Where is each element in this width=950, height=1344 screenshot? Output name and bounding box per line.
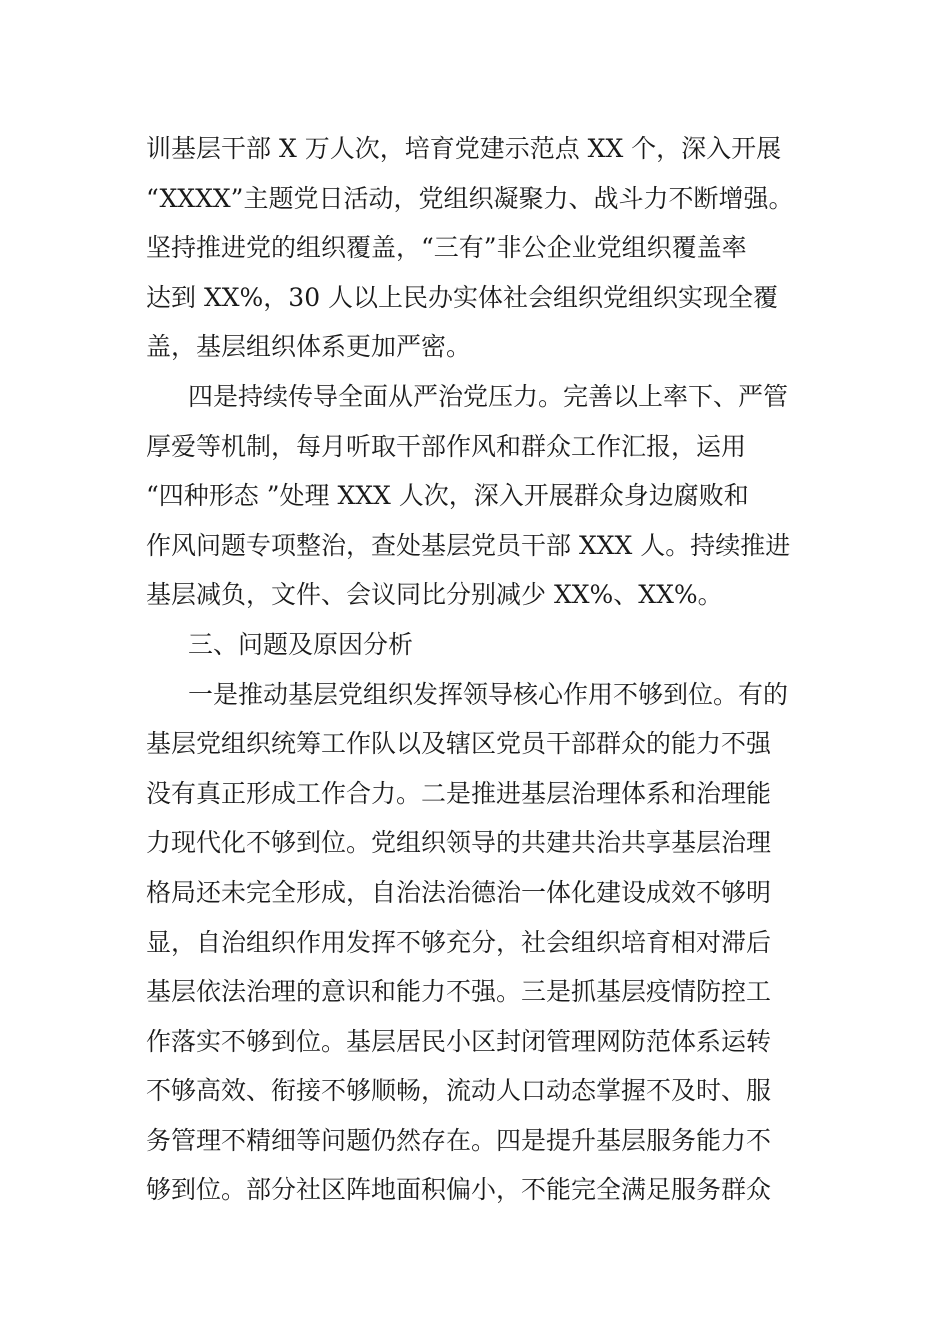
text-line: 务管理不精细等问题仍然存在。四是提升基层服务能力不 xyxy=(146,1125,772,1155)
text-line: 显，自治组织作用发挥不够充分，社会组织培育相对滞后 xyxy=(146,927,772,957)
text-line: 力现代化不够到位。党组织领导的共建共治共享基层治理 xyxy=(146,828,772,858)
paragraph-first-line: 一是推动基层党组织发挥领导核心作用不够到位。有的 xyxy=(188,679,789,709)
document-body xyxy=(146,124,816,1215)
section-heading: 三、问题及原因分析 xyxy=(188,629,414,659)
text-line: 作落实不够到位。基层居民小区封闭管理网防范体系运转 xyxy=(146,1026,772,1056)
text-line: 训基层干部 X 万人次，培育党建示范点 XX 个，深入开展 xyxy=(146,134,782,163)
text-line: 盖，基层组织体系更加严密。 xyxy=(146,332,472,362)
paragraph-first-line: 四是持续传导全面从严治党压力。完善以上率下、严管 xyxy=(188,381,789,411)
text-line: “XXXX”主题党日活动，党组织凝聚力、战斗力不断增强。 xyxy=(146,183,794,213)
text-line: 没有真正形成工作合力。二是推进基层治理体系和治理能 xyxy=(146,778,772,808)
text-line: 基层减负，文件、会议同比分别减少 XX%、XX%。 xyxy=(146,580,723,610)
text-line: 不够高效、衔接不够顺畅，流动人口动态掌握不及时、服 xyxy=(146,1076,772,1106)
text-line: 厚爱等机制，每月听取干部作风和群众工作汇报，运用 xyxy=(146,431,747,461)
text-line: 坚持推进党的组织覆盖，“三有”非公企业党组织覆盖率 xyxy=(146,233,747,263)
text-line: “四种形态 ”处理 XXX 人次，深入开展群众身边腐败和 xyxy=(146,481,749,511)
text-line: 够到位。部分社区阵地面积偏小，不能完全满足服务群众 xyxy=(146,1175,772,1205)
text-line: 作风问题专项整治，查处基层党员干部 XXX 人。持续推进 xyxy=(146,530,791,560)
text-line: 达到 XX%，30 人以上民办实体社会组织党组织实现全覆 xyxy=(146,282,779,312)
text-line: 基层党组织统筹工作队以及辖区党员干部群众的能力不强 xyxy=(146,729,772,759)
text-line: 基层依法治理的意识和能力不强。三是抓基层疫情防控工 xyxy=(146,977,772,1007)
text-line: 格局还未完全形成，自治法治德治一体化建设成效不够明 xyxy=(146,877,772,907)
